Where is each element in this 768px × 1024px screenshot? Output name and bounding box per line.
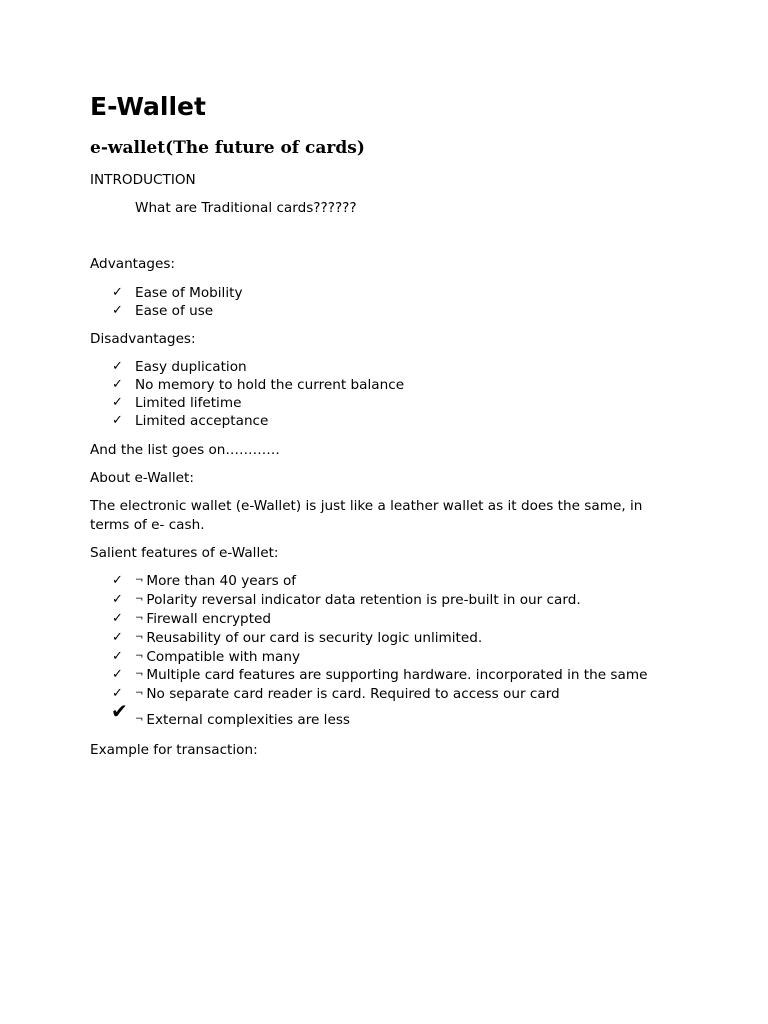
list-item — [90, 629, 647, 648]
document-title: E-Wallet — [90, 92, 206, 121]
checkmark-icon: ✓ — [112, 413, 123, 428]
advantages-list — [90, 284, 243, 320]
not-sign-icon: ¬ — [135, 575, 144, 586]
not-sign-icon: ¬ — [135, 612, 144, 624]
checkmark-icon: ✓ — [112, 395, 123, 410]
example-heading: Example for transaction: — [90, 742, 258, 758]
traditional-cards-question: What are Traditional cards?????? — [135, 200, 357, 216]
checkmark-icon: ✓ — [112, 285, 123, 300]
list-item — [90, 699, 647, 729]
not-sign-icon: ¬ — [135, 688, 144, 700]
list-item — [90, 666, 647, 685]
list-item — [90, 284, 243, 302]
checkmark-icon: ✓ — [112, 359, 123, 374]
feature-text: Compatible with many — [146, 648, 300, 665]
advantage-text: Ease of Mobility — [135, 285, 243, 301]
about-heading: About e-Wallet: — [90, 470, 194, 486]
document-page — [90, 0, 690, 1024]
checkmark-icon: ✓ — [112, 377, 123, 392]
not-sign-icon: ¬ — [135, 669, 144, 681]
about-paragraph: The electronic wallet (e-Wallet) is just like a leather wallet as it does the same, in terms of e- cash. — [90, 498, 643, 533]
features-list — [90, 572, 647, 728]
list-item — [90, 394, 404, 412]
not-sign-icon: ¬ — [135, 714, 144, 726]
feature-text: Firewall encrypted — [146, 610, 272, 627]
list-item — [90, 572, 647, 591]
disadvantages-heading: Disadvantages: — [90, 331, 196, 347]
checkmark-icon: ✓ — [112, 667, 123, 683]
list-item — [90, 412, 404, 430]
checkmark-icon: ✓ — [112, 648, 123, 664]
list-item — [90, 376, 404, 394]
advantages-heading: Advantages: — [90, 256, 175, 272]
checkmark-icon: ✓ — [112, 573, 123, 588]
list-goes-on-text: And the list goes on………… — [90, 442, 280, 458]
checkmark-icon: ✓ — [112, 610, 123, 626]
list-item — [90, 685, 647, 704]
features-heading: Salient features of e-Wallet: — [90, 545, 279, 561]
disadvantage-text: Limited lifetime — [135, 395, 242, 411]
introduction-heading: INTRODUCTION — [90, 172, 196, 188]
feature-text: Polarity reversal indicator data retention is pre-built in our card. — [146, 591, 581, 608]
feature-text: No separate card reader is card. Required to access our card — [146, 686, 560, 703]
disadvantages-list — [90, 358, 404, 430]
feature-text: More than 40 years of — [146, 573, 297, 589]
not-sign-icon: ¬ — [135, 631, 144, 643]
disadvantage-text: Limited acceptance — [135, 413, 269, 429]
not-sign-icon: ¬ — [135, 650, 144, 662]
checkmark-icon: ✓ — [112, 591, 123, 607]
checkmark-icon: ✓ — [112, 303, 123, 318]
checkmark-icon: ✔ — [111, 699, 128, 724]
list-item — [90, 648, 647, 667]
checkmark-icon: ✓ — [112, 629, 123, 645]
disadvantage-text: No memory to hold the current balance — [135, 377, 405, 393]
document-subtitle: e-wallet(The future of cards) — [90, 138, 365, 158]
list-item — [90, 358, 404, 376]
feature-text: Reusability of our card is security logic unlimited. — [146, 629, 483, 646]
feature-text: Multiple card features are supporting hardware. incorporated in the same — [146, 667, 648, 684]
list-item — [90, 591, 647, 610]
advantage-text: Ease of use — [135, 303, 214, 319]
not-sign-icon: ¬ — [135, 593, 144, 605]
checkmark-icon: ✓ — [112, 686, 123, 702]
disadvantage-text: Easy duplication — [135, 359, 247, 375]
list-item — [90, 302, 243, 320]
list-item — [90, 610, 647, 629]
feature-text: External complexities are less — [146, 712, 350, 729]
